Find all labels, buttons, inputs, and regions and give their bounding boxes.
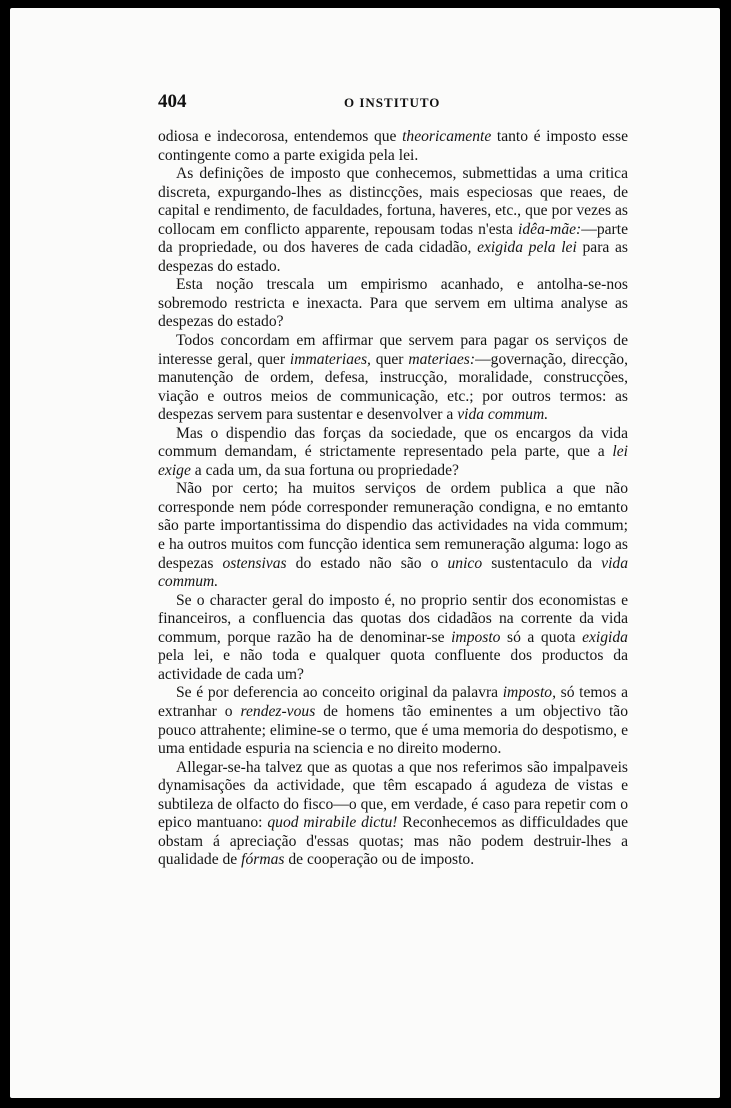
italic-text: vida commum. — [158, 554, 629, 591]
paragraph — [158, 276, 628, 332]
italic-text: fórmas — [241, 851, 285, 869]
italic-text: immateriaes, — [289, 350, 371, 368]
italic-text: exigida — [582, 628, 628, 646]
italic-text: imposto — [451, 628, 501, 646]
text-segment: Mas o dispendio das forças da sociedade, que os encargos da vida commum demandam, é strictamente representado pela parte, que a — [158, 424, 628, 461]
paragraph — [158, 684, 628, 758]
italic-text: idêa-mãe: — [518, 220, 582, 238]
paragraph — [158, 332, 628, 425]
paragraph — [158, 480, 628, 591]
text-segment: a cada um, da sua fortuna ou propriedade? — [190, 461, 459, 479]
text-segment: As definições de imposto que conhecemos, submettidas a uma critica discreta, expurgando-lhes as distincções, mais especiosas que reaes, de capital e rendimento, de faculdades, fortuna, haveres, etc., que por vezes as collocam em conflicto apparente, repousam todas n'esta — [158, 165, 628, 238]
italic-text: ostensivas — [222, 554, 287, 572]
italic-text: unico — [447, 554, 483, 572]
text-segment: odiosa e indecorosa, entendemos que — [158, 128, 403, 145]
text-segment: Se é por deferencia ao conceito original da palavra — [176, 684, 503, 702]
italic-text: lei exige — [158, 443, 628, 479]
page-number: 404 — [158, 91, 187, 112]
text-segment: quer — [370, 350, 409, 368]
italic-text: rendez-vous — [240, 702, 316, 720]
running-head — [158, 91, 628, 113]
paragraph — [158, 592, 628, 685]
text-segment: tanto é imposto esse contingente como a parte exigida pela lei. — [158, 128, 628, 164]
paragraph — [158, 128, 628, 165]
text-segment: Reconhecemos as difficuldades que obstam á apreciação d'essas quotas; mas não podem destruir-lhes a qualidade de — [158, 814, 629, 869]
text-segment: —governação, direcção, manutenção de ordem, defesa, instrucção, moralidade, construcções, viação e outros meios de communicação, etc.; por outros termos: as despezas servem para sustentar e desenvolver a — [158, 350, 628, 424]
body-text — [158, 128, 628, 870]
italic-text: theoricamente — [402, 128, 492, 145]
text-segment: de cooperação ou de imposto. — [284, 851, 475, 869]
text-segment: só a quota — [500, 628, 583, 646]
text-segment: Todos concordam em affirmar que servem para pagar os serviços de interesse geral, quer — [158, 332, 628, 368]
text-segment: de homens tão eminentes a um objectivo tão pouco attrahente; elimine-se o termo, que é uma memoria do despotismo, e uma entidade espuria na sciencia e no direito moderno. — [158, 702, 628, 758]
journal-title: O INSTITUTO — [344, 95, 441, 110]
italic-text: imposto, — [502, 684, 557, 702]
text-segment: Não por certo; ha muitos serviços de ordem publica a que não corresponde nem póde corresponder remuneração condigna, e no emtanto são parte importantissima do dispendio das actividades na vida commum; e ha outros muitos com funcção identica sem remuneração alguma: logo as despezas — [158, 480, 628, 572]
italic-text: materiaes: — [408, 350, 476, 368]
italic-text: quod mirabile dictu! — [267, 814, 398, 832]
text-segment: só temos a extranhar o — [158, 684, 628, 720]
paragraph — [158, 165, 628, 276]
italic-text: exigida pela lei — [477, 239, 577, 257]
paragraph — [158, 759, 628, 870]
text-segment: do estado não são o — [286, 554, 448, 572]
text-segment: —parte da propriedade, ou dos haveres de cada cidadão, — [158, 220, 628, 257]
text-segment: sustentaculo da — [482, 554, 602, 572]
text-segment: Esta noção trescala um empirismo acanhado, e antolha-se-nos sobremodo restricta e inexacta. Para que servem em ultima analyse as despezas do estado? — [158, 276, 628, 331]
text-segment: Se o character geral do imposto é, no proprio sentir dos economistas e financeiros, a confluencia das quotas dos cidadãos na corrente da vida commum, porque razão ha de denominar-se — [158, 591, 628, 646]
text-segment: Allegar-se-ha talvez que as quotas a que nos referimos são impalpaveis dynamisações da actividade, que têm escapado á agudeza de vistas e subtileza de olfacto do fisco—o que, em verdade, é caso para repetir com o epico mantuano: — [158, 758, 628, 832]
paragraph — [158, 425, 628, 481]
text-segment: para as despezas do estado. — [158, 239, 628, 275]
italic-text: vida commum. — [457, 406, 549, 424]
text-segment: pela lei, e não toda e qualquer quota confluente dos productos da actividade de cada um? — [158, 647, 628, 683]
